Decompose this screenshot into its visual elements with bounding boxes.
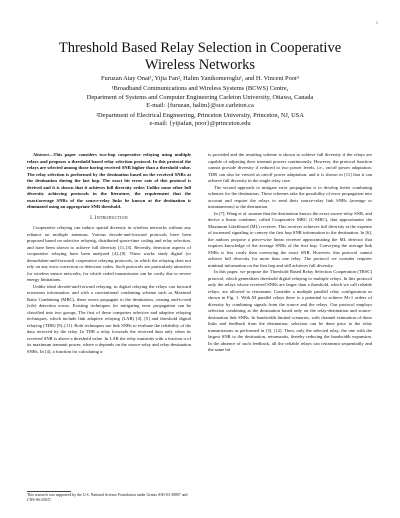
- left-column: [27, 152, 191, 355]
- affiliation-1-line-1: ¹Broadband Communications and Wireless Systems (BCWS) Centre,: [111, 85, 289, 93]
- section-heading-introduction: I. Introduction: [90, 215, 128, 221]
- affiliation-2-email: e-mail: {yijiafan, poor}@princeton.edu: [149, 120, 251, 128]
- left-paragraph: Unlike ideal decode-and-forward relaying, in digital relaying the relays can forward erroneous information, and with a conventional combining scheme such as Maximal Ratio Combining (MRC), these errors propagate to the destination, causing end-to-end (e2e) detection errors. Existing techniques for mitigating error propagation can be classified into two groups. The first of these comprises selective and adaptive relaying techniques, which include link adaptive relaying (LAR) [4], [5] and threshold digital relaying (TDR) [9]–[11]. Both techniques use link SNRs to evaluate the reliability of the data received by the relay. In TDR a relay forwards the received data only when its received SNR is above a threshold value. In LAR the relay transmits with a fraction α of its maximum transmit power, where α depends on the source-relay and relay-destination SNRs. In [4], a function for calculating α: [27, 283, 191, 354]
- affiliation-2-line-1: ²Department of Electrical Engineering, Princeton University, Princeton, NJ, USA: [96, 112, 304, 120]
- right-paragraph: The second approach to mitigate error propagation is to develop better combining schemes for the destination. These schemes take the possibility of error propagation into account and require the relays to send their source-relay link SNRs (average or instantaneous) to the destination.: [208, 184, 372, 209]
- author-block: [30, 75, 370, 129]
- title-line-2: Wireless Networks: [144, 57, 256, 73]
- right-paragraph: In this paper, we propose the Threshold Based Relay Selection Cooperation (TRSC) protocol, which generalizes threshold digital relaying to multiple relays. In this protocol only the relays whose received SNRs are larger than a threshold, which we call reliable relays, are allowed to retransmit. Consider a multiple parallel relay configuration as shown in Fig. 1. With M parallel relays there is a potential to achieve M+1 orders of diversity by combining signals from the source and the relays. Our protocol employs selection combining at the destination based only on the relay-destination and source-destination link SNRs. In bandwidth limited scenarios, with channel estimation of these links and feedback from the destination, selection can be done prior to the relay transmissions as performed in [3], [12]. Then, only the selected relay, the one with the largest SNR to the destination, retransmits, thereby reducing the bandwidth expansion. In the absence of such feedback, all the reliable relays can retransmit sequentially and the same bit: [208, 269, 372, 352]
- footnote: This research was supported by the U.S. National Science Foundation under Grants ANI-03-38807 and CNS-06-25637.: [27, 493, 188, 502]
- author-names: Furuzan Atay Onat¹, Yijia Fan², Halim Yanikomeroglu¹, and H. Vincent Poor²: [100, 75, 300, 82]
- affiliation-1-line-2: Department of Systems and Computer Engineering Carleton University, Ottawa, Canada: [86, 93, 314, 101]
- abstract-text: This paper considers two-hop cooperative relaying using multiple relays and proposes a threshold based relay selection protocol. In this protocol the relays are selected among those having received SNR higher than a threshold value. The relay selection is performed by the destination based on the received SNRs at the destination during the last hop. The exact bit error rate of this protocol is derived and it is shown that it achieves full diversity order. Unlike some other full diversity achieving protocols in the literature, the requirement that the exact/average SNRs of the source-relay links be known at the destination is eliminated using an appropriate SNR threshold.: [27, 152, 191, 209]
- affiliation-1-email: E-mail: {furuzan, halim}@sce.carleton.ca: [146, 101, 254, 109]
- abstract: [27, 152, 191, 211]
- page-number: 1: [376, 20, 378, 25]
- paper-title: [40, 40, 360, 74]
- title-line-1: Threshold Based Relay Selection in Cooperative: [58, 40, 342, 56]
- right-paragraph: In [7], Wang et al. assume that the destination knows the exact source-relay SNR, and derive a linear combiner, called Cooperative MRC (C-MRC), that approximates the Maximum Likelihood (ML) receiver. This receiver achieves full diversity at the expense of increased signaling to convey the first hop SNR information to the destination. In [6], the authors propose a piece-wise linear receiver approximating the ML detector that requires knowledge of the average SNRs of the first hop. Conveying the average link SNRs is less costly than conveying the exact SNR. However, this protocol cannot achieve full diversity for more than one relay. The protocol we consider requires minimal information on the first hop and still achieves full diversity.: [208, 210, 372, 268]
- abstract-label: Abstract—: [33, 152, 54, 157]
- left-paragraph: Cooperative relaying can induce spatial diversity in wireless networks without any reliance on multiple antennas. Various decode-and-forward protocols have been proposed based on selective relaying, distributed space-time coding and relay selection, and have been shown to achieve full diversity [1]–[3]. Recently, detection aspects of cooperative relaying have been analyzed [4]–[8]. These works study digital (or demodulate-and-forward) cooperative relaying protocols, in which the relaying does not rely on any error correction or detection codes. Such protocols are particularly attractive for wireless sensor networks, for which coded transmission can be costly due to severe energy limitations.: [27, 225, 191, 282]
- right-paragraph: is provided and the resulting scheme is shown to achieve full diversity if the relays are capable of adjusting their transmit powers continuously. However, the protocol function cannot provide diversity if reduced to two power levels, i.e., on/off power adaptation. TDR can also be viewed as on/off power adaptation, and it is shown in [11] that it can achieve full diversity in the single relay case.: [208, 152, 372, 183]
- right-column: [208, 152, 372, 354]
- footnote-divider: [27, 491, 71, 492]
